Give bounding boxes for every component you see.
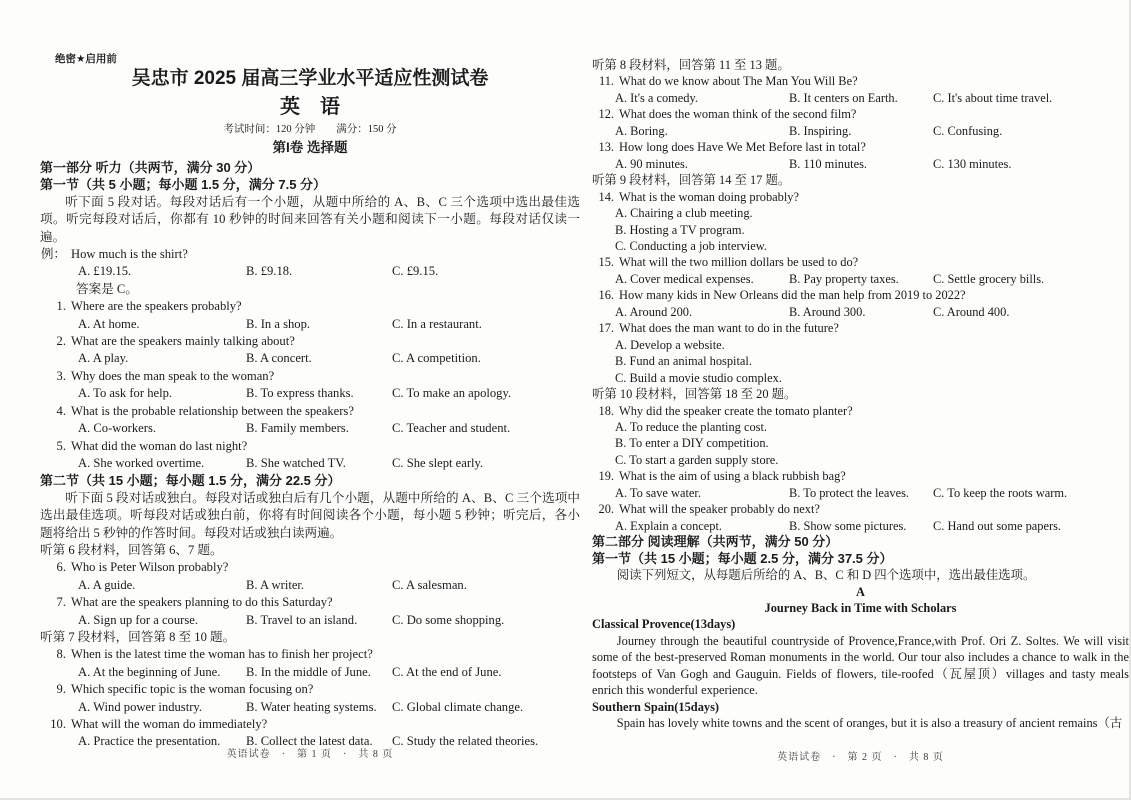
example-answer: 答案是 C。 [76, 281, 138, 296]
option: C. Settle grocery bills. [933, 271, 1045, 286]
option: B. To protect the leaves. [789, 485, 910, 500]
options-row [592, 156, 1129, 172]
option: C. Build a movie studio complex. [615, 370, 782, 385]
question-4 [40, 403, 580, 438]
option: A. Co-workers. [78, 421, 156, 436]
passage-section-label: A [856, 584, 865, 599]
question-8 [40, 646, 580, 681]
question-line [592, 139, 1129, 155]
option: A. To reduce the planting cost. [615, 419, 768, 434]
subject-title: 英 语 [280, 96, 340, 118]
question-line [592, 73, 1129, 89]
option: C. Teacher and student. [392, 421, 511, 436]
option: B. 110 minutes. [789, 156, 868, 171]
question-19 [592, 468, 1129, 501]
question-line [592, 320, 1129, 336]
passage-paragraph-provence: Journey through the beautiful countryside of Provence,France,with Prof. Ori Z. Soltes. We will visit some of the best-preserved Roman monuments in the world. Our tour also includes a chance to walk in the footsteps of Van Gogh and Gauguin. Fields of flowers, tile-roofed（瓦屋顶）villages and tasty meals enrich this wonderful experience. [592, 633, 1129, 698]
option: A. A play. [78, 351, 129, 366]
question-15 [592, 254, 1129, 287]
material-note: 听第 7 段材料，回答第 8 至 10 题。 [40, 629, 236, 644]
option: A. 90 minutes. [615, 156, 688, 171]
question-line [40, 368, 580, 385]
option: C. To make an apology. [392, 386, 512, 401]
option: B. A concert. [246, 351, 312, 366]
question-14 [592, 189, 1129, 255]
question-line [40, 646, 580, 663]
section1-heading: 第一节（共 5 小题；每小题 1.5 分，满分 7.5 分） [40, 177, 327, 193]
classification-notice: 绝密★启用前 [55, 53, 117, 65]
question-13 [592, 139, 1129, 172]
question-text: What did the woman do last night? [71, 438, 248, 453]
option: C. Conducting a job interview. [615, 238, 767, 253]
part2-heading: 第二部分 阅读理解（共两节，满分 50 分） [592, 534, 839, 550]
option: C. A salesman. [392, 577, 467, 592]
question-text: Why does the man speak to the woman? [71, 368, 275, 383]
volume-heading: 第I卷 选择题 [272, 140, 348, 155]
question-text: What will the two million dollars be used to do? [619, 255, 859, 270]
question-number: 10. [50, 717, 66, 731]
option: A. Cover medical expenses. [615, 271, 754, 286]
option: B. She watched TV. [246, 455, 346, 470]
question-number: 6. [56, 560, 66, 575]
passage-paragraph-spain: Spain has lovely white towns and the scent of oranges, but it is also a treasury of ancient remains（古 [616, 716, 1123, 731]
option: C. Global climate change. [392, 699, 524, 714]
options-row [40, 577, 580, 594]
question-text: What are the speakers mainly talking about? [71, 334, 295, 349]
exam-meta: 考试时间：120 分钟 满分：150 分 [223, 124, 397, 135]
question-text: What do we know about The Man You Will Be? [619, 74, 858, 89]
question-line [592, 189, 1129, 205]
question-text: What are the speakers planning to do this Saturday? [71, 595, 333, 610]
option: C. Confusing. [933, 123, 1003, 138]
page-2-footer: 英语试卷 · 第 2 页 · 共 8 页 [777, 752, 944, 763]
question-text: What does the woman think of the second film? [619, 107, 857, 122]
passage-subheading-provence: Classical Provence(13days) [592, 617, 736, 632]
option: C. In a restaurant. [392, 316, 482, 331]
section1-instructions: 听下面 5 段对话。每段对话后有一个小题，从题中所给的 A、B、C 三个选项中选出最佳选项。听完每段对话后，你都有 10 秒钟的时间来回答有关小题和阅读下一小题。每段对话仅读一遍。 [40, 194, 580, 244]
question-text: How many kids in New Orleans did the man help from 2019 to 2022? [619, 288, 966, 303]
option: B. Water heating systems. [246, 699, 377, 714]
option: B. Family members. [246, 421, 349, 436]
material-note: 听第 9 段材料，回答第 14 至 17 题。 [592, 173, 791, 188]
paper-title: 吴忠市 2025 届高三学业水平适应性测试卷 [131, 68, 489, 89]
option: A. Sign up for a course. [78, 612, 198, 627]
passage-subheading-spain: Southern Spain(15days) [592, 699, 720, 714]
option: B. Around 300. [789, 304, 866, 319]
question-line [592, 501, 1129, 517]
part2-section1-heading: 第一节（共 15 小题；每小题 2.5 分，满分 37.5 分） [592, 550, 893, 566]
options-row [40, 455, 580, 472]
option: C. 130 minutes. [933, 156, 1012, 171]
option: C. A competition. [392, 351, 481, 366]
question-number: 20. [598, 502, 614, 517]
paper-header [40, 66, 580, 157]
question-line [592, 403, 1129, 419]
material-note: 听第 6 段材料，回答第 6、7 题。 [40, 542, 223, 557]
option: C. Study the related theories. [392, 734, 539, 749]
options-row [592, 90, 1129, 106]
option: B. Show some pictures. [789, 518, 907, 533]
question-2 [40, 333, 580, 368]
question-text: What is the probable relationship between the speakers? [71, 403, 354, 418]
question-text: How much is the shirt? [71, 247, 188, 262]
question-text: Where are the speakers probably? [71, 299, 242, 314]
question-text: What will the woman do immediately? [71, 717, 268, 731]
page-2-column [592, 57, 1129, 732]
option: A. Develop a website. [615, 337, 725, 352]
page-1-footer: 英语试卷 · 第 1 页 · 共 8 页 [226, 749, 394, 760]
material-note: 听第 10 段材料，回答第 18 至 20 题。 [592, 387, 797, 402]
option: A. Around 200. [615, 304, 693, 319]
question-number: 例： [40, 247, 66, 262]
question-16 [592, 287, 1129, 320]
option: C. She slept early. [392, 455, 484, 470]
option: C. Do some shopping. [392, 612, 505, 627]
option: C. £9.15. [392, 264, 439, 279]
question-text: How long does Have We Met Before last in total? [619, 140, 866, 155]
option: A. To save water. [615, 485, 701, 500]
option: A. Wind power industry. [78, 699, 203, 714]
material-note: 听第 8 段材料，回答第 11 至 13 题。 [592, 58, 790, 72]
option: A. At the beginning of June. [78, 664, 221, 679]
question-18 [592, 403, 1129, 469]
question-line [40, 438, 580, 455]
option: B. Travel to an island. [246, 612, 358, 627]
passage-title: Journey Back in Time with Scholars [764, 600, 957, 615]
options-row [40, 664, 580, 681]
question-number: 2. [56, 334, 66, 349]
options-row [40, 420, 580, 437]
example-question [40, 246, 580, 298]
option: A. Boring. [615, 123, 668, 138]
question-number: 16. [598, 288, 614, 303]
option: A. A guide. [78, 577, 136, 592]
options-row [40, 699, 580, 716]
question-line [40, 716, 580, 733]
question-line [40, 403, 580, 420]
question-number: 5. [56, 438, 66, 453]
question-line [592, 106, 1129, 122]
question-line [592, 254, 1129, 270]
question-number: 1. [56, 299, 66, 314]
question-line [592, 468, 1129, 484]
option: C. Hand out some papers. [933, 518, 1062, 533]
options-row [592, 271, 1129, 287]
question-number: 17. [598, 321, 614, 336]
options-row [592, 518, 1129, 534]
question-text: Who is Peter Wilson probably? [71, 560, 229, 575]
question-line [40, 333, 580, 350]
question-line [40, 594, 580, 611]
question-number: 9. [56, 682, 66, 697]
question-number: 3. [56, 368, 66, 383]
question-text: When is the latest time the woman has to finish her project? [71, 647, 373, 662]
question-line [40, 681, 580, 698]
option: C. At the end of June. [392, 664, 502, 679]
question-text: What is the woman doing probably? [619, 189, 799, 204]
question-5 [40, 438, 580, 473]
option: A. Chairing a club meeting. [615, 206, 753, 221]
option: B. Collect the latest data. [246, 734, 373, 749]
question-12 [592, 106, 1129, 139]
part1-heading: 第一部分 听力（共两节，满分 30 分） [40, 160, 261, 175]
question-number: 14. [598, 189, 614, 204]
question-line [592, 287, 1129, 303]
option: A. To ask for help. [78, 386, 173, 401]
options-row [40, 263, 580, 280]
question-number: 12. [598, 107, 614, 122]
question-11 [592, 73, 1129, 106]
question-text: Why did the speaker create the tomato planter? [619, 403, 853, 418]
option: B. Pay property taxes. [789, 271, 899, 286]
option: A. It's a comedy. [615, 90, 698, 105]
option: C. To keep the roots warm. [933, 485, 1068, 500]
question-text: What will the speaker probably do next? [619, 502, 820, 517]
option: B. Hosting a TV program. [615, 222, 745, 237]
question-17 [592, 320, 1129, 386]
question-1 [40, 298, 580, 333]
question-text: What is the aim of using a black rubbish bag? [619, 469, 846, 484]
options-row [40, 385, 580, 402]
options-row [40, 316, 580, 333]
question-text: Which specific topic is the woman focusing on? [71, 682, 314, 697]
section2-heading: 第二节（共 15 小题；每小题 1.5 分，满分 22.5 分） [40, 473, 341, 489]
options-row [592, 485, 1129, 501]
question-number: 15. [598, 255, 614, 270]
option: A. Practice the presentation. [78, 734, 221, 749]
question-line [40, 298, 580, 315]
option: B. In the middle of June. [246, 664, 371, 679]
question-number: 13. [598, 140, 614, 155]
option: A. £19.15. [78, 264, 132, 279]
question-line [40, 246, 580, 263]
option: C. Around 400. [933, 304, 1010, 319]
question-6 [40, 559, 580, 594]
option: B. A writer. [246, 577, 305, 592]
option: A. At home. [78, 316, 140, 331]
question-number: 7. [56, 595, 66, 610]
option: B. To enter a DIY competition. [615, 436, 769, 451]
question-9 [40, 681, 580, 716]
question-7 [40, 594, 580, 629]
option: B. £9.18. [246, 264, 293, 279]
reading-instructions: 阅读下列短文，从每题后所给的 A、B、C 和 D 四个选项中，选出最佳选项。 [616, 568, 1036, 583]
question-text: What does the man want to do in the future? [619, 321, 839, 336]
question-number: 8. [56, 647, 66, 662]
section2-instructions: 听下面 5 段对话或独白。每段对话或独白后有几个小题，从题中所给的 A、B、C 三个选项中选出最佳选项。听每段对话或独白前，你将有时间阅读各个小题，每小题 5 秒钟；听完后，各小题将给出 5 秒钟的作答时间。每段对话或独白读两遍。 [40, 490, 580, 540]
question-number: 19. [598, 469, 614, 484]
option: B. It centers on Earth. [789, 90, 898, 105]
option: B. In a shop. [246, 316, 311, 331]
options-row [592, 123, 1129, 139]
options-row [40, 612, 580, 629]
option: B. Inspiring. [789, 123, 852, 138]
question-20 [592, 501, 1129, 534]
option: C. It's about time travel. [933, 90, 1053, 105]
option: A. Explain a concept. [615, 518, 723, 533]
question-line [40, 559, 580, 576]
option: B. To express thanks. [246, 386, 354, 401]
options-row [40, 350, 580, 367]
question-3 [40, 368, 580, 403]
option: B. Fund an animal hospital. [615, 354, 752, 369]
options-row [592, 304, 1129, 320]
question-number: 18. [598, 403, 614, 418]
page-1-column [40, 66, 580, 751]
question-number: 4. [56, 403, 66, 418]
question-number: 11. [598, 74, 614, 89]
option: A. She worked overtime. [78, 455, 205, 470]
option: C. To start a garden supply store. [615, 452, 779, 467]
